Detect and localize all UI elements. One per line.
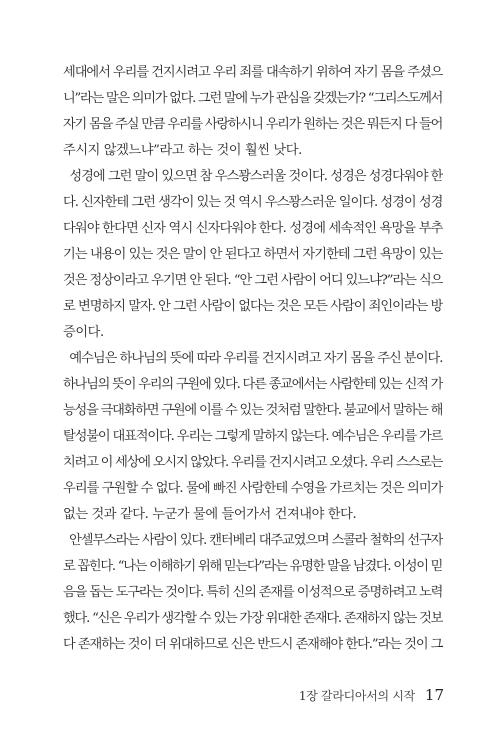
text-line: 다 존재하는 것이 더 위대하므로 신은 반드시 존재해야 한다.”라는 것이 그 xyxy=(63,637,443,652)
text-line: 안셀무스라는 사람이 있다. 캔터베리 대주교였으며 스콜라 철학의 선구자 xyxy=(63,533,443,548)
text-line: 하나님의 뜻이 우리의 구원에 있다. 다른 종교에서는 사람한테 있는 신적 가 xyxy=(63,377,443,392)
text-line: 것은 정상이라고 우기면 안 된다. “안 그런 사람이 어디 있느냐?”라는 식으 xyxy=(63,273,443,288)
text-line: 음을 돕는 도구라는 것이다. 특히 신의 존재를 이성적으로 증명하려고 노력 xyxy=(63,585,443,600)
text-line: 없는 것과 같다. 누군가 물에 들어가서 건져내야 한다. xyxy=(63,507,357,522)
text-line: 로 변명하지 말자. 안 그런 사람이 없다는 것은 모든 사람이 죄인이라는 방 xyxy=(63,299,443,314)
text-line: 능성을 극대화하면 구원에 이를 수 있는 것처럼 말한다. 불교에서 말하는 해 xyxy=(63,403,443,418)
paragraph xyxy=(63,164,443,346)
paragraph xyxy=(63,346,443,528)
text-line: 세대에서 우리를 건지시려고 우리 죄를 대속하기 위하여 자기 몸을 주셨으 xyxy=(63,65,443,80)
paragraph xyxy=(63,60,443,164)
text-line: 우리를 구원할 수 없다. 물에 빠진 사람한테 수영을 가르치는 것은 의미가 xyxy=(63,481,443,496)
text-line: 주시지 않겠느냐”라고 하는 것이 훨씬 낫다. xyxy=(63,143,302,158)
page-footer xyxy=(299,686,444,704)
text-line: 다. 신자한테 그런 생각이 있는 것 역시 우스꽝스러운 일이다. 성경이 성경 xyxy=(63,195,443,210)
text-line: 치려고 이 세상에 오시지 않았다. 우리를 건지시려고 오셨다. 우리 스스로는 xyxy=(63,455,443,470)
text-line: 자기 몸을 주실 만큼 우리를 사랑하시니 우리가 원하는 것은 뭐든지 다 들어 xyxy=(63,117,443,132)
text-line: 로 꼽힌다. “나는 이해하기 위해 믿는다”라는 유명한 말을 남겼다. 이성이 믿 xyxy=(63,559,443,574)
text-line: 니”라는 말은 의미가 없다. 그런 말에 누가 관심을 갖겠는가? “그리스도께서 xyxy=(63,91,443,106)
paragraph xyxy=(63,528,443,658)
text-line: 탈성불이 대표적이다. 우리는 그렇게 말하지 않는다. 예수님은 우리를 가르 xyxy=(63,429,443,444)
body-text xyxy=(63,60,443,658)
text-line: 성경에 그런 말이 있으면 참 우스꽝스러울 것이다. 성경은 성경다워야 한 xyxy=(63,169,443,184)
text-line: 예수님은 하나님의 뜻에 따라 우리를 건지시려고 자기 몸을 주신 분이다. xyxy=(63,351,443,366)
text-line: 증이다. xyxy=(63,325,104,340)
running-title: 1장 갈라디아서의 시작 xyxy=(298,689,415,703)
text-line: 기는 내용이 있는 것은 말이 안 된다고 하면서 자기한테 그런 욕망이 있는 xyxy=(63,247,443,262)
page-number: 17 xyxy=(424,686,444,704)
text-line: 했다. “신은 우리가 생각할 수 있는 가장 위대한 존재다. 존재하지 않는 것보 xyxy=(63,611,443,626)
text-line: 다워야 한다면 신자 역시 신자다워야 한다. 성경에 세속적인 욕망을 부추 xyxy=(63,221,443,236)
